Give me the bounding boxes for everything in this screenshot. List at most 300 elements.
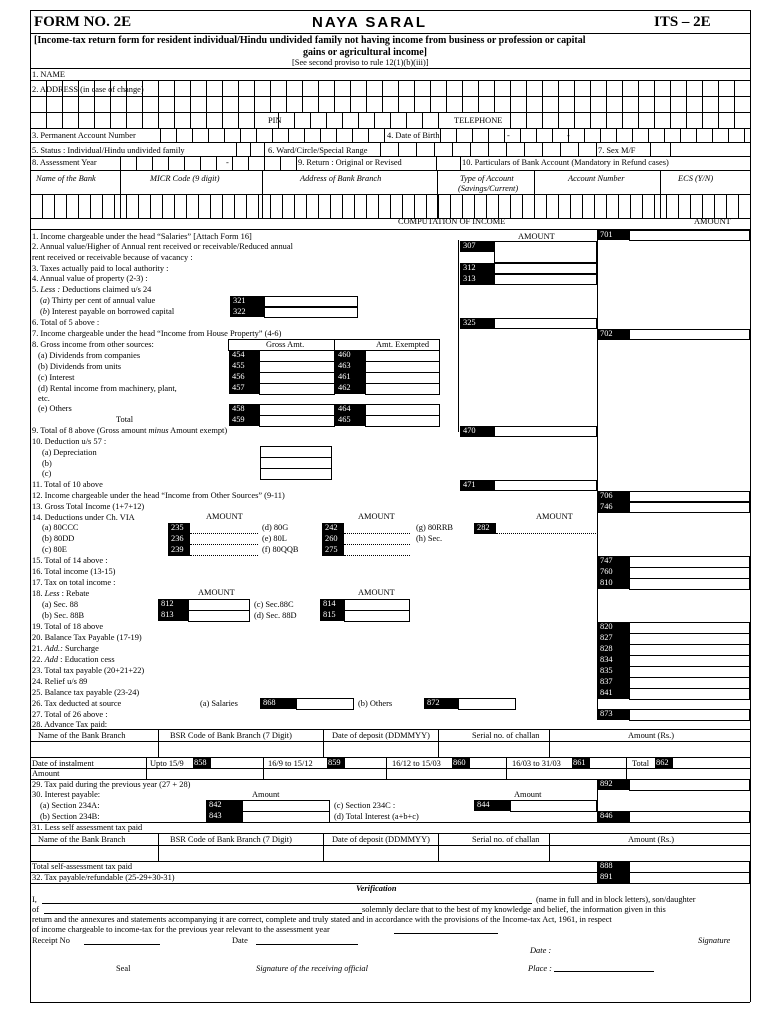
dob-grid-cell bbox=[600, 128, 601, 142]
bank-grid-cell bbox=[738, 194, 739, 218]
total-10-field[interactable] bbox=[494, 480, 597, 491]
pan-grid-cell bbox=[336, 128, 337, 142]
dob-grid-cell bbox=[616, 128, 617, 142]
code-892: 892 bbox=[597, 779, 629, 790]
dob-grid-cell bbox=[744, 128, 745, 142]
name-grid-cell bbox=[526, 80, 527, 96]
line-6-total-5: 6. Total of 5 above : bbox=[32, 318, 100, 327]
sa-amount-header: Amount (Rs.) bbox=[628, 835, 675, 844]
bank-grid-cell bbox=[54, 194, 55, 218]
name-grid-cell bbox=[494, 80, 495, 96]
code-463: 463 bbox=[335, 361, 365, 372]
receipt-date-line[interactable] bbox=[256, 944, 358, 945]
code-872: 872 bbox=[424, 698, 458, 709]
exempt-amount-field[interactable] bbox=[365, 415, 440, 427]
address-grid-cell bbox=[398, 96, 399, 112]
amount-field-841[interactable] bbox=[629, 688, 750, 700]
bank-grid-cell bbox=[162, 194, 163, 218]
name-grid-cell bbox=[654, 80, 655, 96]
verification-date-label: Date : bbox=[530, 946, 552, 955]
line-30a-234a: (a) Section 234A: bbox=[40, 801, 100, 810]
bank-grid-cell bbox=[606, 194, 607, 218]
bank-grid-cell bbox=[114, 194, 115, 218]
amt-exempted-header: Amt. Exempted bbox=[376, 340, 430, 349]
telephone-grid-cell bbox=[718, 112, 719, 128]
assessment-year-grid-cell bbox=[168, 156, 169, 170]
address-label: 2. ADDRESS (in case of change) bbox=[32, 85, 144, 94]
ay-dash: - bbox=[226, 158, 229, 167]
telephone-grid-cell bbox=[734, 112, 735, 128]
form-number: FORM NO. 2E bbox=[34, 14, 132, 30]
salaries-amount-field[interactable] bbox=[629, 230, 750, 241]
bank-grid-cell bbox=[450, 194, 451, 218]
pan-grid-cell bbox=[304, 128, 305, 142]
code-837: 837 bbox=[597, 677, 629, 688]
pin-grid-cell bbox=[438, 112, 439, 128]
code-455: 455 bbox=[229, 361, 259, 372]
code-828: 828 bbox=[597, 644, 629, 655]
bank-grid-cell bbox=[390, 194, 391, 218]
name-grid-cell bbox=[222, 80, 223, 96]
dob-grid-cell bbox=[568, 128, 569, 142]
code-815: 815 bbox=[320, 610, 344, 621]
code-810: 810 bbox=[597, 578, 629, 589]
address-grid-cell bbox=[158, 96, 159, 112]
sa-serial-header: Serial no. of challan bbox=[472, 835, 540, 844]
line-20-balance-tax: 20. Balance Tax Payable (17-19) bbox=[32, 633, 142, 642]
code-858: 858 bbox=[193, 758, 211, 768]
address-grid-cell bbox=[382, 96, 383, 112]
total-self-assessment: Total self-assessment tax paid bbox=[32, 862, 133, 871]
name-grid-cell bbox=[382, 80, 383, 96]
telephone-grid-cell bbox=[702, 112, 703, 128]
address-grid-cell bbox=[638, 96, 639, 112]
bank-grid-cell bbox=[102, 194, 103, 218]
bank-grid-cell bbox=[318, 194, 319, 218]
deduction-amount-header-2: AMOUNT bbox=[358, 512, 395, 521]
bank-grid-cell bbox=[30, 194, 31, 218]
annual-value-property-field[interactable] bbox=[494, 274, 597, 285]
bank-name-header: Name of the Bank bbox=[36, 174, 96, 183]
section-234c-field[interactable] bbox=[510, 800, 597, 812]
receipt-no-line[interactable] bbox=[84, 944, 160, 945]
assessment-year-grid-cell bbox=[184, 156, 185, 170]
line-10c: (c) bbox=[42, 469, 52, 478]
total-8-field[interactable] bbox=[494, 426, 597, 437]
code-702: 702 bbox=[597, 329, 629, 340]
name-grid-cell bbox=[430, 80, 431, 96]
address-grid-cell bbox=[206, 96, 207, 112]
telephone-label: TELEPHONE bbox=[454, 116, 503, 125]
pin-grid-cell bbox=[406, 112, 407, 128]
ward-grid-cell bbox=[596, 142, 597, 156]
line-10-deduction-57: 10. Deduction u/s 57 : bbox=[32, 437, 107, 446]
instalment-16-9-15-12: 16/9 to 15/12 bbox=[268, 759, 313, 768]
ecs-header: ECS (Y/N) bbox=[678, 174, 714, 183]
address-grid-cell bbox=[446, 96, 447, 112]
pin-grid-cell bbox=[310, 112, 311, 128]
bank-grid-cell bbox=[186, 194, 187, 218]
bank-grid-cell bbox=[666, 194, 667, 218]
rebate-amount-header-1: AMOUNT bbox=[198, 588, 235, 597]
address-grid-cell bbox=[286, 96, 287, 112]
address-grid-cell bbox=[222, 96, 223, 112]
bank-grid-cell bbox=[714, 194, 715, 218]
bank-grid-cell bbox=[426, 194, 427, 218]
name-grid-cell bbox=[126, 80, 127, 96]
bank-grid-cell bbox=[210, 194, 211, 218]
bank-grid-cell bbox=[78, 194, 79, 218]
line-14d-80g: (d) 80G bbox=[262, 523, 289, 532]
bank-grid-cell bbox=[90, 194, 91, 218]
address-grid-cell bbox=[78, 112, 79, 128]
address-grid-cell bbox=[206, 112, 207, 128]
line-5b-interest-borrowed: (b) Interest payable on borrowed capital bbox=[40, 307, 175, 316]
dob-dash-1: - bbox=[507, 131, 510, 140]
line-7-house-property: 7. Income chargeable under the head “Income from House Property” (4-6) bbox=[32, 329, 282, 338]
line-8a-dividends-companies: (a) Dividends from companies bbox=[38, 351, 141, 360]
other-sources-field[interactable] bbox=[629, 491, 750, 502]
bank-grid-cell bbox=[750, 194, 751, 218]
name-grid-cell bbox=[702, 80, 703, 96]
line-19-total-18: 19. Total of 18 above bbox=[32, 622, 104, 631]
line-14b-80dd: (b) 80DD bbox=[42, 534, 75, 543]
dob-grid-cell bbox=[696, 128, 697, 142]
bank-grid-cell bbox=[42, 194, 43, 218]
sec88b-field[interactable] bbox=[188, 610, 250, 622]
ward-grid-cell bbox=[560, 142, 561, 156]
total-5-field[interactable] bbox=[494, 318, 597, 329]
line-18d-sec88d: (d) Sec. 88D bbox=[254, 611, 297, 620]
bank-grid-cell bbox=[66, 194, 67, 218]
return-type-label: 9. Return : Original or Revised bbox=[298, 158, 402, 167]
code-471: 471 bbox=[460, 480, 494, 491]
telephone-grid-cell bbox=[622, 112, 623, 128]
computation-heading: COMPUTATION OF INCOME bbox=[398, 217, 506, 226]
code-457: 457 bbox=[229, 383, 259, 394]
sex-grid-cell bbox=[650, 142, 651, 156]
assessment-year-grid-cell bbox=[120, 156, 121, 170]
pan-label: 3. Permanent Account Number bbox=[32, 131, 136, 140]
line-11-total-10: 11. Total of 10 above bbox=[32, 480, 103, 489]
tax-paid-field[interactable] bbox=[629, 779, 750, 791]
line-2-annual-value: 2. Annual value/Higher of Annual rent received or receivable/Reduced annual bbox=[32, 242, 293, 251]
code-814: 814 bbox=[320, 599, 344, 610]
telephone-grid-cell bbox=[606, 112, 607, 128]
dob-grid-cell bbox=[472, 128, 473, 142]
ward-grid-cell bbox=[398, 142, 399, 156]
code-460: 460 bbox=[335, 350, 365, 361]
sa-bsr-header: BSR Code of Bank Branch (7 Digit) bbox=[170, 835, 292, 844]
line-10a-depreciation: (a) Depreciation bbox=[42, 448, 97, 457]
code-325: 325 bbox=[460, 318, 494, 329]
address-grid-cell bbox=[222, 112, 223, 128]
address-grid-cell bbox=[254, 112, 255, 128]
instalment-label: Date of instalment bbox=[32, 759, 94, 768]
tds-others-field[interactable] bbox=[458, 698, 516, 710]
ward-grid-cell bbox=[488, 142, 489, 156]
instalment-total: Total bbox=[632, 759, 650, 768]
exempt-amount-field[interactable] bbox=[365, 383, 440, 395]
address-grid-cell bbox=[174, 96, 175, 112]
form-subtitle-2: gains or agricultural income] bbox=[303, 47, 427, 58]
dob-grid-cell bbox=[440, 128, 441, 142]
name-grid-cell bbox=[638, 80, 639, 96]
ward-grid-cell bbox=[470, 142, 471, 156]
code-239: 239 bbox=[168, 545, 190, 556]
verification-i: I, bbox=[32, 895, 37, 904]
dob-grid-cell bbox=[584, 128, 585, 142]
receipt-no-label: Receipt No bbox=[32, 936, 70, 945]
sec88d-field[interactable] bbox=[344, 610, 410, 622]
status-grid-cell bbox=[236, 142, 237, 156]
line-5-deductions-24: 5. Less : Deductions claimed u/s 24 bbox=[32, 285, 152, 294]
bank-grid-cell bbox=[306, 194, 307, 218]
address-grid-cell bbox=[110, 96, 111, 112]
name-grid-cell bbox=[238, 80, 239, 96]
address-grid-cell bbox=[126, 112, 127, 128]
verification-ay-line[interactable] bbox=[394, 933, 498, 934]
code-891: 891 bbox=[597, 872, 629, 883]
bank-grid-cell bbox=[258, 194, 259, 218]
line-10b: (b) bbox=[42, 459, 52, 468]
address-grid-cell bbox=[94, 96, 95, 112]
instalment-16-12-15-03: 16/12 to 15/03 bbox=[392, 759, 441, 768]
code-868: 868 bbox=[260, 698, 296, 709]
address-grid-cell bbox=[78, 96, 79, 112]
address-grid-cell bbox=[558, 96, 559, 112]
name-grid-cell bbox=[158, 80, 159, 96]
interest-amount-header-1: Amount bbox=[252, 790, 280, 799]
pin-grid-cell bbox=[422, 112, 423, 128]
line-14g-80rrb: (g) 80RRB bbox=[416, 523, 453, 532]
deduction-amount-header-1: AMOUNT bbox=[206, 512, 243, 521]
bank-grid-cell bbox=[342, 194, 343, 218]
dob-grid-cell bbox=[536, 128, 537, 142]
name-grid-cell bbox=[590, 80, 591, 96]
bank-grid-cell bbox=[630, 194, 631, 218]
address-grid-cell bbox=[270, 96, 271, 112]
status-label: 5. Status : Individual/Hindu undivided family bbox=[32, 146, 185, 155]
gross-amount-field[interactable] bbox=[259, 383, 335, 395]
line-4-annual-value-property: 4. Annual value of property (2-3) : bbox=[32, 274, 148, 283]
code-260: 260 bbox=[322, 534, 344, 545]
line-29-tax-paid: 29. Tax paid during the previous year (27 + 28) bbox=[32, 780, 191, 789]
line-30d-total-interest: (d) Total Interest (a+b+c) bbox=[334, 812, 419, 821]
code-706: 706 bbox=[597, 491, 629, 502]
address-grid-cell bbox=[350, 96, 351, 112]
line-32-tax-payable-refundable: 32. Tax payable/refundable (25-29+30-31) bbox=[32, 873, 175, 882]
code-462: 462 bbox=[335, 383, 365, 394]
name-grid-cell bbox=[270, 80, 271, 96]
line-14h-sec: (h) Sec. bbox=[416, 534, 443, 543]
code-282: 282 bbox=[474, 523, 496, 534]
name-grid-cell bbox=[606, 80, 607, 96]
code-321: 321 bbox=[230, 296, 264, 307]
advance-bsr-header: BSR Code of Bank Branch (7 Digit) bbox=[170, 731, 292, 740]
amount-field-810[interactable] bbox=[629, 578, 750, 590]
sa-deposit-header: Date of deposit (DDMMYY) bbox=[332, 835, 430, 844]
address-grid-cell bbox=[334, 96, 335, 112]
address-grid-cell bbox=[142, 96, 143, 112]
instalment-16-03-31-03: 16/03 to 31/03 bbox=[512, 759, 561, 768]
instalment-amount-label: Amount bbox=[32, 769, 60, 778]
pin-grid-cell bbox=[374, 112, 375, 128]
name-grid-cell bbox=[366, 80, 367, 96]
line-28-advance-tax: 28. Advance Tax paid: bbox=[32, 720, 108, 729]
code-459: 459 bbox=[229, 415, 259, 426]
rule-proviso: [See second proviso to rule 12(1)(b)(iii)] bbox=[292, 58, 429, 67]
code-747: 747 bbox=[597, 556, 629, 567]
address-grid-cell bbox=[414, 96, 415, 112]
ward-grid-cell bbox=[506, 142, 507, 156]
name-grid-cell bbox=[174, 80, 175, 96]
ward-grid-cell bbox=[380, 142, 381, 156]
thirty-percent-field[interactable] bbox=[264, 296, 358, 307]
address-grid-cell bbox=[190, 96, 191, 112]
return-grid-cell bbox=[436, 156, 437, 170]
code-275: 275 bbox=[322, 545, 344, 556]
code-888: 888 bbox=[597, 861, 629, 872]
address-grid-cell bbox=[318, 96, 319, 112]
code-873: 873 bbox=[597, 709, 629, 720]
sa-bank-branch-header: Name of the Bank Branch bbox=[38, 835, 126, 844]
code-760: 760 bbox=[597, 567, 629, 578]
code-470: 470 bbox=[460, 426, 494, 437]
pan-grid-cell bbox=[224, 128, 225, 142]
verification-declare: solemnly declare that to the best of my knowledge and belief, the information given in this bbox=[362, 905, 666, 914]
address-grid-cell bbox=[606, 96, 607, 112]
sex-label: 7. Sex M/F bbox=[598, 146, 636, 155]
bank-grid-cell bbox=[570, 194, 571, 218]
rebate-amount-header-2: AMOUNT bbox=[358, 588, 395, 597]
address-grid-cell bbox=[30, 96, 31, 112]
telephone-grid-cell bbox=[686, 112, 687, 128]
dob-dash-2: - bbox=[567, 131, 570, 140]
assessment-year-grid-cell bbox=[264, 156, 265, 170]
place-line[interactable] bbox=[554, 971, 654, 972]
name-grid-cell bbox=[414, 80, 415, 96]
code-456: 456 bbox=[229, 372, 259, 383]
dob-grid-cell bbox=[712, 128, 713, 142]
gross-total-field[interactable] bbox=[629, 502, 750, 513]
address-grid-cell bbox=[430, 96, 431, 112]
line-17-tax-total-income: 17. Tax on total income : bbox=[32, 578, 116, 587]
verification-line-2: return and the annexures and statements accompanying it are correct, complete and truly stated and in accordance with the provisions of the Income-tax Act, 1961, in respect bbox=[32, 915, 612, 924]
bank-grid-cell bbox=[330, 194, 331, 218]
ward-grid-cell bbox=[416, 142, 417, 156]
line-31-self-assessment: 31. Less self assessment tax paid bbox=[32, 823, 143, 832]
name-grid-cell bbox=[686, 80, 687, 96]
tds-salaries-field[interactable] bbox=[296, 698, 354, 710]
address-grid-cell bbox=[542, 96, 543, 112]
address-grid-cell bbox=[62, 112, 63, 128]
bank-grid-cell bbox=[282, 194, 283, 218]
pan-grid-cell bbox=[272, 128, 273, 142]
line-24-relief-89: 24. Relief u/s 89 bbox=[32, 677, 88, 686]
bank-grid-cell bbox=[522, 194, 523, 218]
address-grid-cell bbox=[750, 96, 751, 112]
bank-grid-cell bbox=[618, 194, 619, 218]
address-grid-cell bbox=[238, 112, 239, 128]
bank-grid-cell bbox=[438, 194, 439, 218]
address-grid-cell bbox=[302, 96, 303, 112]
pin-label: PIN bbox=[268, 116, 282, 125]
line-18c-sec88c: (c) Sec.88C bbox=[254, 600, 294, 609]
name-grid-cell bbox=[462, 80, 463, 96]
bank-grid-cell bbox=[726, 194, 727, 218]
amount-field-873[interactable] bbox=[629, 709, 750, 721]
interest-borrowed-field[interactable] bbox=[264, 307, 358, 318]
deduction-c-field[interactable] bbox=[260, 468, 332, 480]
assessment-year-grid-cell bbox=[200, 156, 201, 170]
name-grid-cell bbox=[254, 80, 255, 96]
bank-grid-cell bbox=[150, 194, 151, 218]
code-861: 861 bbox=[572, 758, 590, 768]
assessment-year-grid-cell bbox=[280, 156, 281, 170]
taxes-local-field[interactable] bbox=[494, 263, 597, 274]
ward-grid-cell bbox=[434, 142, 435, 156]
verification-line-3: of income chargeable to income-tax for the previous year relevant to the assessment year bbox=[32, 925, 330, 934]
house-property-field[interactable] bbox=[629, 329, 750, 340]
bank-grid-cell bbox=[234, 194, 235, 218]
address-grid-cell bbox=[142, 112, 143, 128]
assessment-year-grid-cell bbox=[248, 156, 249, 170]
telephone-grid-cell bbox=[654, 112, 655, 128]
address-grid-cell bbox=[158, 112, 159, 128]
bank-grid-cell bbox=[378, 194, 379, 218]
annual-value-field[interactable] bbox=[494, 241, 597, 263]
bank-grid-cell bbox=[462, 194, 463, 218]
name-line[interactable] bbox=[42, 903, 532, 904]
name-grid-cell bbox=[542, 80, 543, 96]
bank-grid-cell bbox=[594, 194, 595, 218]
account-type-header: Type of Account bbox=[460, 174, 514, 183]
name-label: 1. NAME bbox=[32, 70, 66, 79]
its-code: ITS – 2E bbox=[654, 14, 711, 30]
line-21-surcharge: 21. Add.: Surcharge bbox=[32, 644, 99, 653]
code-464: 464 bbox=[335, 404, 365, 415]
line-2-annual-value-cont: rent received or receivable because of vacancy : bbox=[32, 253, 193, 262]
dob-grid-cell bbox=[488, 128, 489, 142]
name-grid-cell bbox=[286, 80, 287, 96]
parent-name-line[interactable] bbox=[44, 913, 362, 914]
ward-grid-cell bbox=[452, 142, 453, 156]
status-grid-cell bbox=[250, 142, 251, 156]
code-827: 827 bbox=[597, 633, 629, 644]
gross-amount-field[interactable] bbox=[259, 415, 335, 427]
address-grid-cell bbox=[478, 96, 479, 112]
telephone-grid-cell bbox=[526, 112, 527, 128]
bank-grid-cell bbox=[582, 194, 583, 218]
address-grid-cell bbox=[366, 96, 367, 112]
telephone-grid-cell bbox=[638, 112, 639, 128]
line-22-education-cess: 22. Add : Education cess bbox=[32, 655, 115, 664]
pan-grid-cell bbox=[256, 128, 257, 142]
bank-grid-cell bbox=[270, 194, 271, 218]
code-846: 846 bbox=[597, 811, 629, 822]
address-grid-cell bbox=[46, 112, 47, 128]
advance-deposit-header: Date of deposit (DDMMYY) bbox=[332, 731, 430, 740]
signature-label: Signature bbox=[698, 936, 731, 945]
bank-grid-cell bbox=[294, 194, 295, 218]
bank-grid-cell bbox=[222, 194, 223, 218]
address-grid-cell bbox=[526, 96, 527, 112]
bank-grid-cell bbox=[138, 194, 139, 218]
bank-grid-cell bbox=[354, 194, 355, 218]
bank-grid-cell bbox=[546, 194, 547, 218]
line-8d-rental-machinery: (d) Rental income from machinery, plant, bbox=[38, 384, 177, 393]
